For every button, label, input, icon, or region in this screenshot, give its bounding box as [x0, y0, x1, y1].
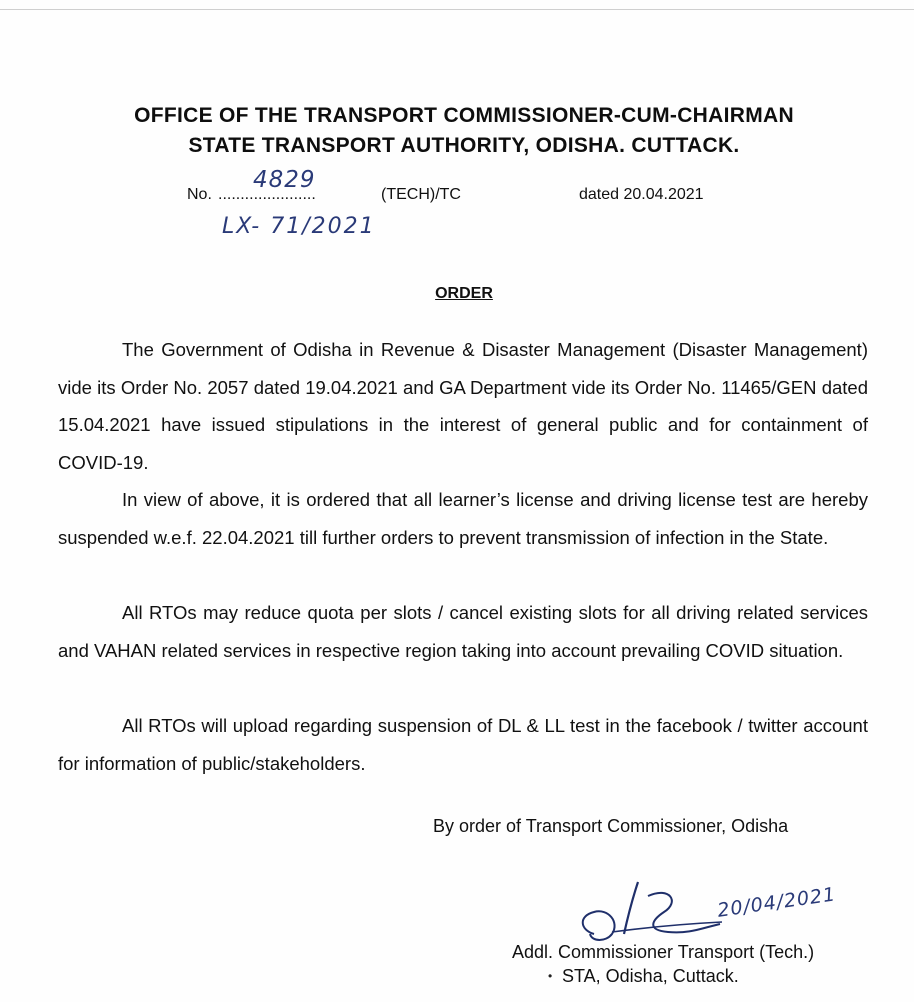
scan-edge-line: [0, 9, 914, 10]
order-paragraph-1: The Government of Odisha in Revenue & Disaster Management (Disaster Management) vide its Order No. 2057 dated 19.04.2021 and GA Department vide its Order No. 11465/GEN dated 15.04.2021 have issued stipulations in the interest of general public and for containment of COVID-19.: [58, 339, 868, 473]
order-paragraph-2: In view of above, it is ordered that all learner’s license and driving license test are hereby suspended w.e.f. 22.04.2021 till further orders to prevent transmission of infection in the State.: [58, 489, 868, 548]
bullet-mark: •: [548, 969, 553, 983]
order-title: ORDER: [435, 285, 493, 302]
office-heading-line2: STATE TRANSPORT AUTHORITY, ODISHA. CUTTACK.: [188, 134, 740, 157]
reference-date: dated 20.04.2021: [579, 186, 704, 203]
order-paragraph-3: All RTOs may reduce quota per slots / cancel existing slots for all driving related services and VAHAN related services in respective region taking into account prevailing COVID situation.: [58, 602, 868, 661]
reference-dots: ......................: [218, 186, 316, 203]
signature-date: 20/04/2021: [716, 883, 838, 922]
order-paragraph-4: All RTOs will upload regarding suspension of DL & LL test in the facebook / twitter account for information of public/stakeholders.: [58, 715, 868, 774]
reference-no-label: No.: [187, 186, 212, 203]
signatory-office-text: STA, Odisha, Cuttack.: [562, 966, 739, 986]
handwritten-letter-number: 4829: [253, 167, 316, 193]
office-heading-line1: OFFICE OF THE TRANSPORT COMMISSIONER-CUM-CHAIRMAN: [134, 104, 794, 127]
by-order-line: By order of Transport Commissioner, Odisha: [433, 816, 789, 836]
signatory-designation: Addl. Commissioner Transport (Tech.): [512, 942, 815, 962]
reference-suffix: (TECH)/TC: [381, 186, 461, 203]
signatory-office: [548, 966, 739, 987]
handwritten-file-reference: LX- 71/2021: [222, 214, 376, 239]
